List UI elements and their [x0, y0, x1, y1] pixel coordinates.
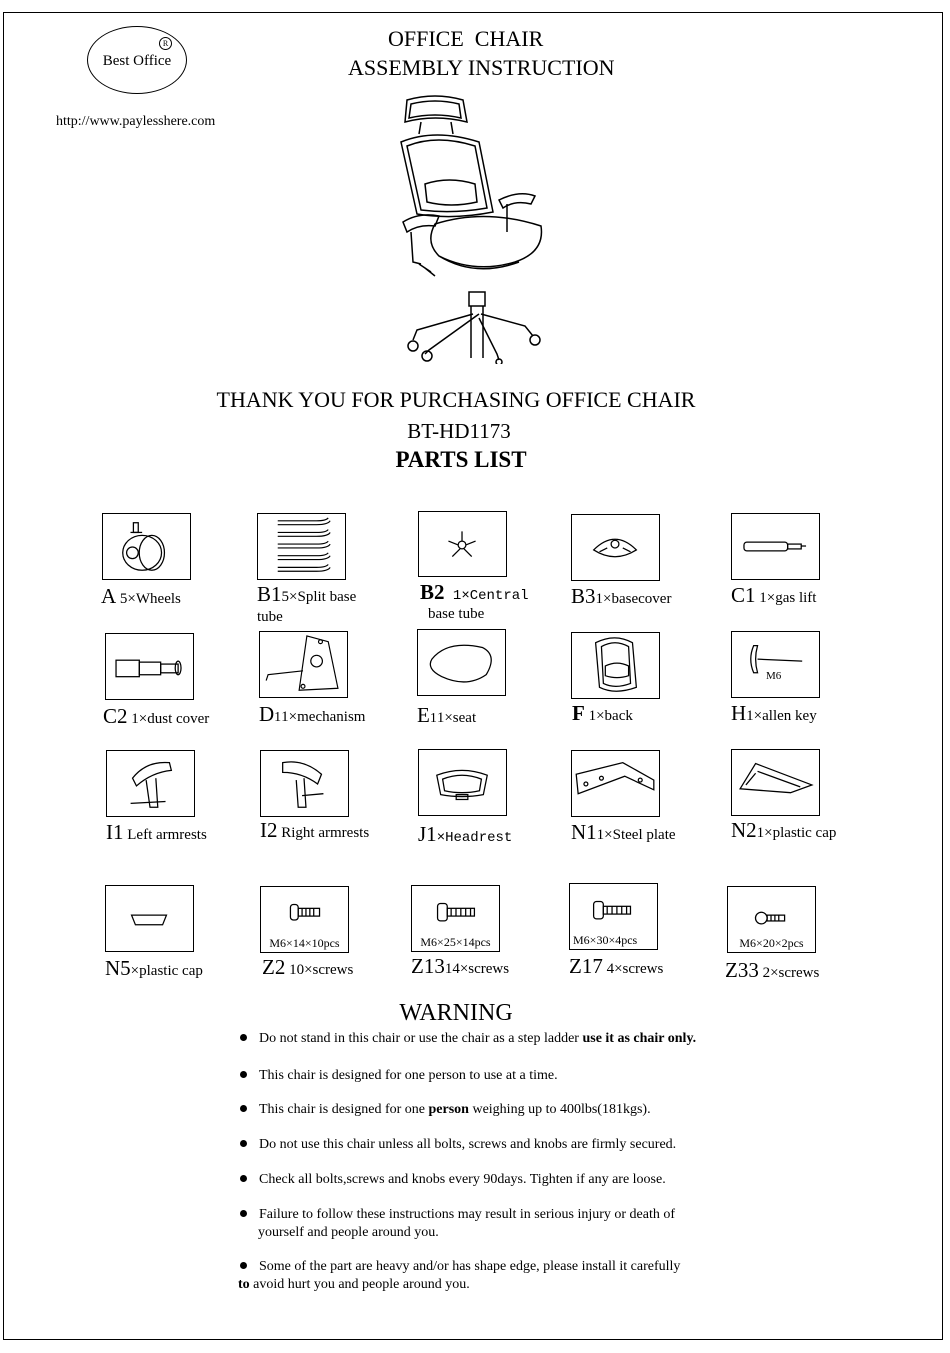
warning-item: Do not stand in this chair or use the chair as a step ladder use it as chair only. [240, 1030, 760, 1048]
bullet-icon [240, 1071, 247, 1078]
part-i2-label: I2 Right armrests [260, 818, 370, 842]
part-a-label: A 5×Wheels [101, 584, 181, 608]
right-armrest-icon [261, 751, 348, 816]
part-b1-image [257, 513, 346, 580]
bullet-icon [240, 1210, 247, 1217]
warning-title: WARNING [399, 1000, 513, 1026]
part-b3-label: B31×basecover [571, 584, 672, 608]
bullet-icon [240, 1034, 247, 1041]
part-d1-image [259, 631, 348, 698]
warning-item: This chair is designed for one person weighing up to 400lbs(181kgs). [240, 1101, 760, 1119]
warning-item: Check all bolts,screws and knobs every 90days. Tighten if any are loose. [240, 1171, 760, 1189]
logo-text: Best Office [102, 53, 172, 69]
part-z13-label: Z1314×screws [411, 954, 510, 978]
part-j1-label: J1×Headrest [418, 822, 513, 846]
part-b2-image [418, 511, 507, 577]
title-line-2: ASSEMBLY INSTRUCTION [348, 55, 615, 80]
base-cover-icon [572, 515, 659, 580]
part-n5-image [105, 885, 194, 952]
headrest-icon [419, 750, 506, 815]
office-chair-illustration [395, 92, 555, 364]
part-z17-label: Z17 4×screws [569, 954, 664, 978]
bullet-icon [240, 1105, 247, 1112]
part-z2-spec: M6×14×10pcs [269, 936, 340, 950]
part-z13-image [411, 885, 500, 952]
part-n1-image [571, 750, 660, 817]
part-b2-label-2: base tube [428, 606, 485, 622]
thank-you-line: THANK YOU FOR PURCHASING OFFICE CHAIR [216, 387, 696, 412]
split-base-tube-icon [258, 514, 345, 579]
part-z33-label: Z33 2×screws [725, 958, 820, 982]
part-c1-label: C1 1×gas lift [731, 583, 817, 607]
part-n2-label: N21×plastic cap [731, 818, 837, 842]
title-line-1: OFFICE CHAIR [388, 26, 544, 51]
dust-cover-icon [106, 634, 193, 699]
part-b1-label-2: tube [257, 609, 283, 625]
part-i2-image [260, 750, 349, 817]
part-e1-label: E11×seat [417, 703, 477, 727]
allen-key-size: M6 [766, 670, 782, 682]
part-b2-label: B2 1×Central [420, 580, 529, 604]
warning-item: This chair is designed for one person to use at a time. [240, 1067, 760, 1085]
allen-key-icon [732, 632, 819, 697]
part-c2-image [105, 633, 194, 700]
warning-item: Do not use this chair unless all bolts, screws and knobs are firmly secured. [240, 1136, 760, 1154]
brand-logo [87, 26, 187, 94]
registered-mark-icon: R [159, 37, 172, 50]
central-base-icon [419, 512, 506, 576]
wheel-icon [103, 514, 190, 579]
warning-item: Some of the part are heavy and/or has shape edge, please install it carefully to avoid hurt you and people around you. [238, 1259, 681, 1292]
part-z2-image [260, 886, 349, 953]
warning-item: Failure to follow these instructions may result in serious injury or death of yourself and people around you. [240, 1206, 760, 1242]
part-z2-label: Z2 10×screws [262, 955, 354, 979]
gas-lift-icon [732, 514, 819, 579]
backrest-icon [572, 633, 659, 698]
part-b1-label: B15×Split base [257, 582, 357, 606]
part-c1-image [731, 513, 820, 580]
part-i1-image [106, 750, 195, 817]
website-url[interactable]: http://www.paylesshere.com [56, 114, 216, 129]
part-f-image [571, 632, 660, 699]
part-z13-spec: M6×25×14pcs [420, 935, 491, 949]
part-n5-label: N5×plastic cap [105, 956, 203, 980]
part-a-image [102, 513, 191, 580]
part-z17-spec: M6×30×4pcs [573, 933, 638, 947]
steel-plate-icon [572, 751, 659, 816]
part-n1-label: N11×Steel plate [571, 820, 676, 844]
model-number: BT-HD1173 [407, 419, 511, 443]
mechanism-icon [260, 632, 347, 697]
part-e1-image [417, 629, 506, 696]
part-z33-image [727, 886, 816, 953]
bullet-icon [240, 1140, 247, 1147]
part-n2-image [731, 749, 820, 816]
part-d1-label: D11×mechanism [259, 702, 366, 726]
part-c2-label: C2 1×dust cover [103, 704, 210, 728]
plastic-cap-icon [732, 750, 819, 815]
part-f-label: F 1×back [572, 701, 633, 725]
part-j1-image [418, 749, 507, 816]
bullet-icon [240, 1175, 247, 1182]
plastic-cap-small-icon [106, 886, 193, 951]
parts-list-heading: PARTS LIST [395, 447, 527, 472]
part-h-label: H1×allen key [731, 701, 817, 725]
part-z17-image [569, 883, 658, 950]
part-z33-spec: M6×20×2pcs [739, 936, 804, 950]
part-b3-image [571, 514, 660, 581]
seat-icon [418, 630, 505, 695]
left-armrest-icon [107, 751, 194, 816]
bullet-icon [240, 1262, 247, 1269]
part-h-image [731, 631, 820, 698]
part-i1-label: I1 Left armrests [106, 820, 207, 844]
